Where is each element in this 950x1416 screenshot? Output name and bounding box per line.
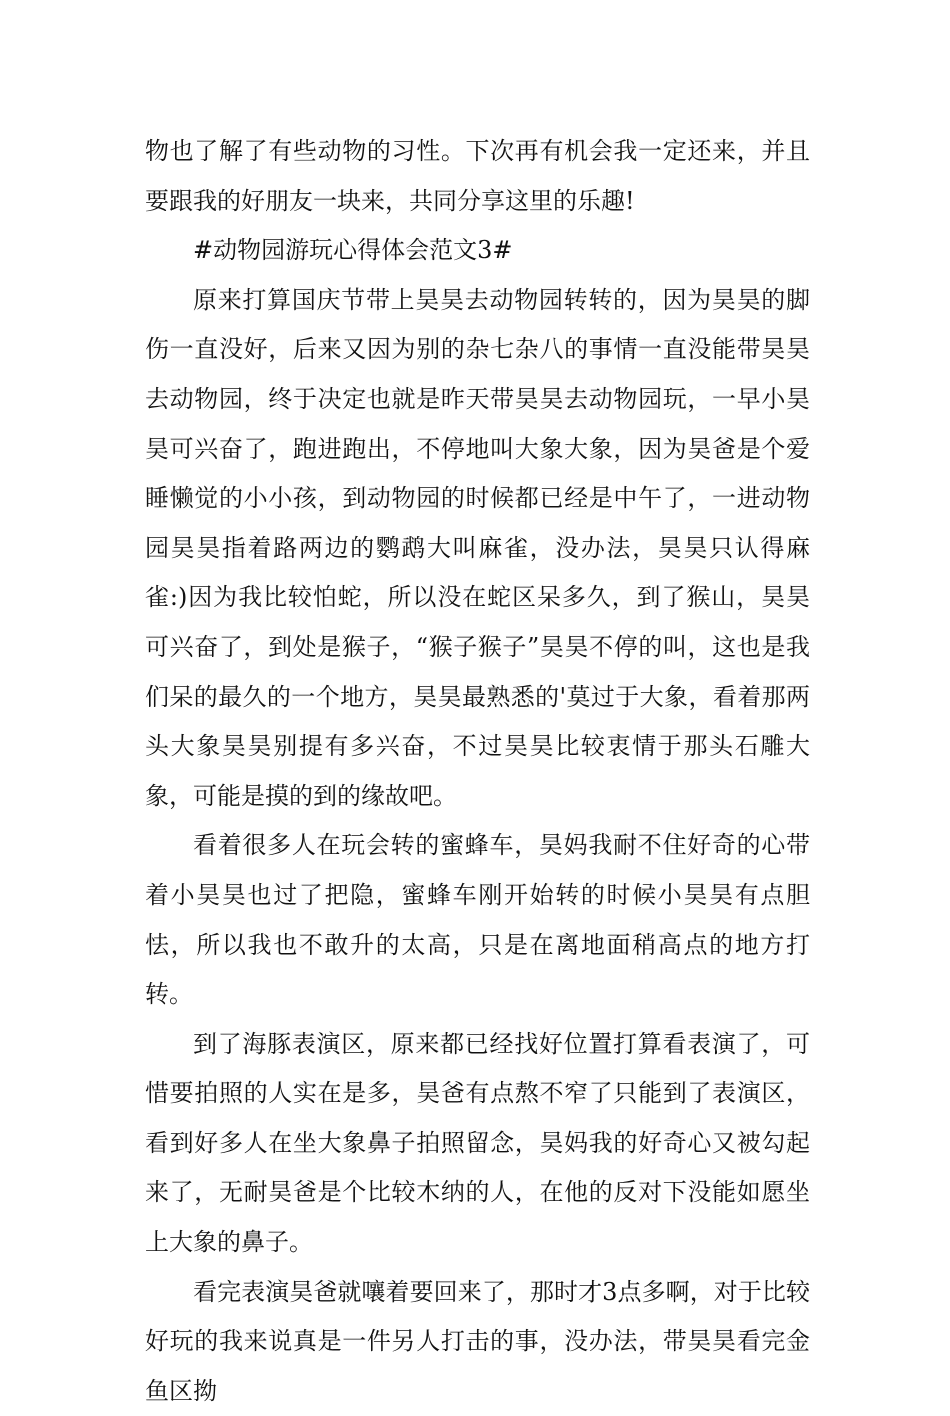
paragraph: 原来打算国庆节带上昊昊去动物园转转的，因为昊昊的脚伤一直没好，后来又因为别的杂七杂八的事情一直没能带昊昊去动物园，终于决定也就是昨天带昊昊去动物园玩，一早小昊昊可兴奋了，跑进跑出，不停地叫大象大象，因为昊爸是个爱睡懒觉的小小孩，到动物园的时候都已经是中午了，一进动物园昊昊指着路两边的鹦鹉大叫麻雀，没办法，昊昊只认得麻雀:)因为我比较怕蛇，所以没在蛇区呆多久，到了猴山，昊昊可兴奋了，到处是猴子，“猴子猴子”昊昊不停的叫，这也是我们呆的最久的一个地方，昊昊最熟悉的'莫过于大象，看着那两头大象昊昊别提有多兴奋，不过昊昊比较衷情于那头石雕大象，可能是摸的到的缘故吧。: [145, 285, 810, 810]
section-heading: #动物园游玩心得体会范文3#: [193, 236, 513, 265]
paragraph: 到了海豚表演区，原来都已经找好位置打算看表演了，可惜要拍照的人实在是多，昊爸有点熬不窄了只能到了表演区，看到好多人在坐大象鼻子拍照留念，昊妈我的好奇心又被勾起来了，无耐昊爸是个比较木纳的人，在他的反对下没能如愿坐上大象的鼻子。: [145, 1029, 810, 1257]
paragraph: 看着很多人在玩会转的蜜蜂车，昊妈我耐不住好奇的心带着小昊昊也过了把隐，蜜蜂车刚开始转的时候小昊昊有点胆怯，所以我也不敢升的太高，只是在离地面稍高点的地方打转。: [145, 831, 810, 1009]
document-body: [145, 127, 810, 1416]
paragraph-continuation: 物也了解了有些动物的习性。下次再有机会我一定还来，并且要跟我的好朋友一块来，共同分享这里的乐趣!: [145, 137, 810, 215]
paragraph: 看完表演昊爸就嚷着要回来了，那时才3点多啊，对于比较好玩的我来说真是一件另人打击的事，没办法，带昊昊看完金鱼区拗: [145, 1277, 810, 1405]
